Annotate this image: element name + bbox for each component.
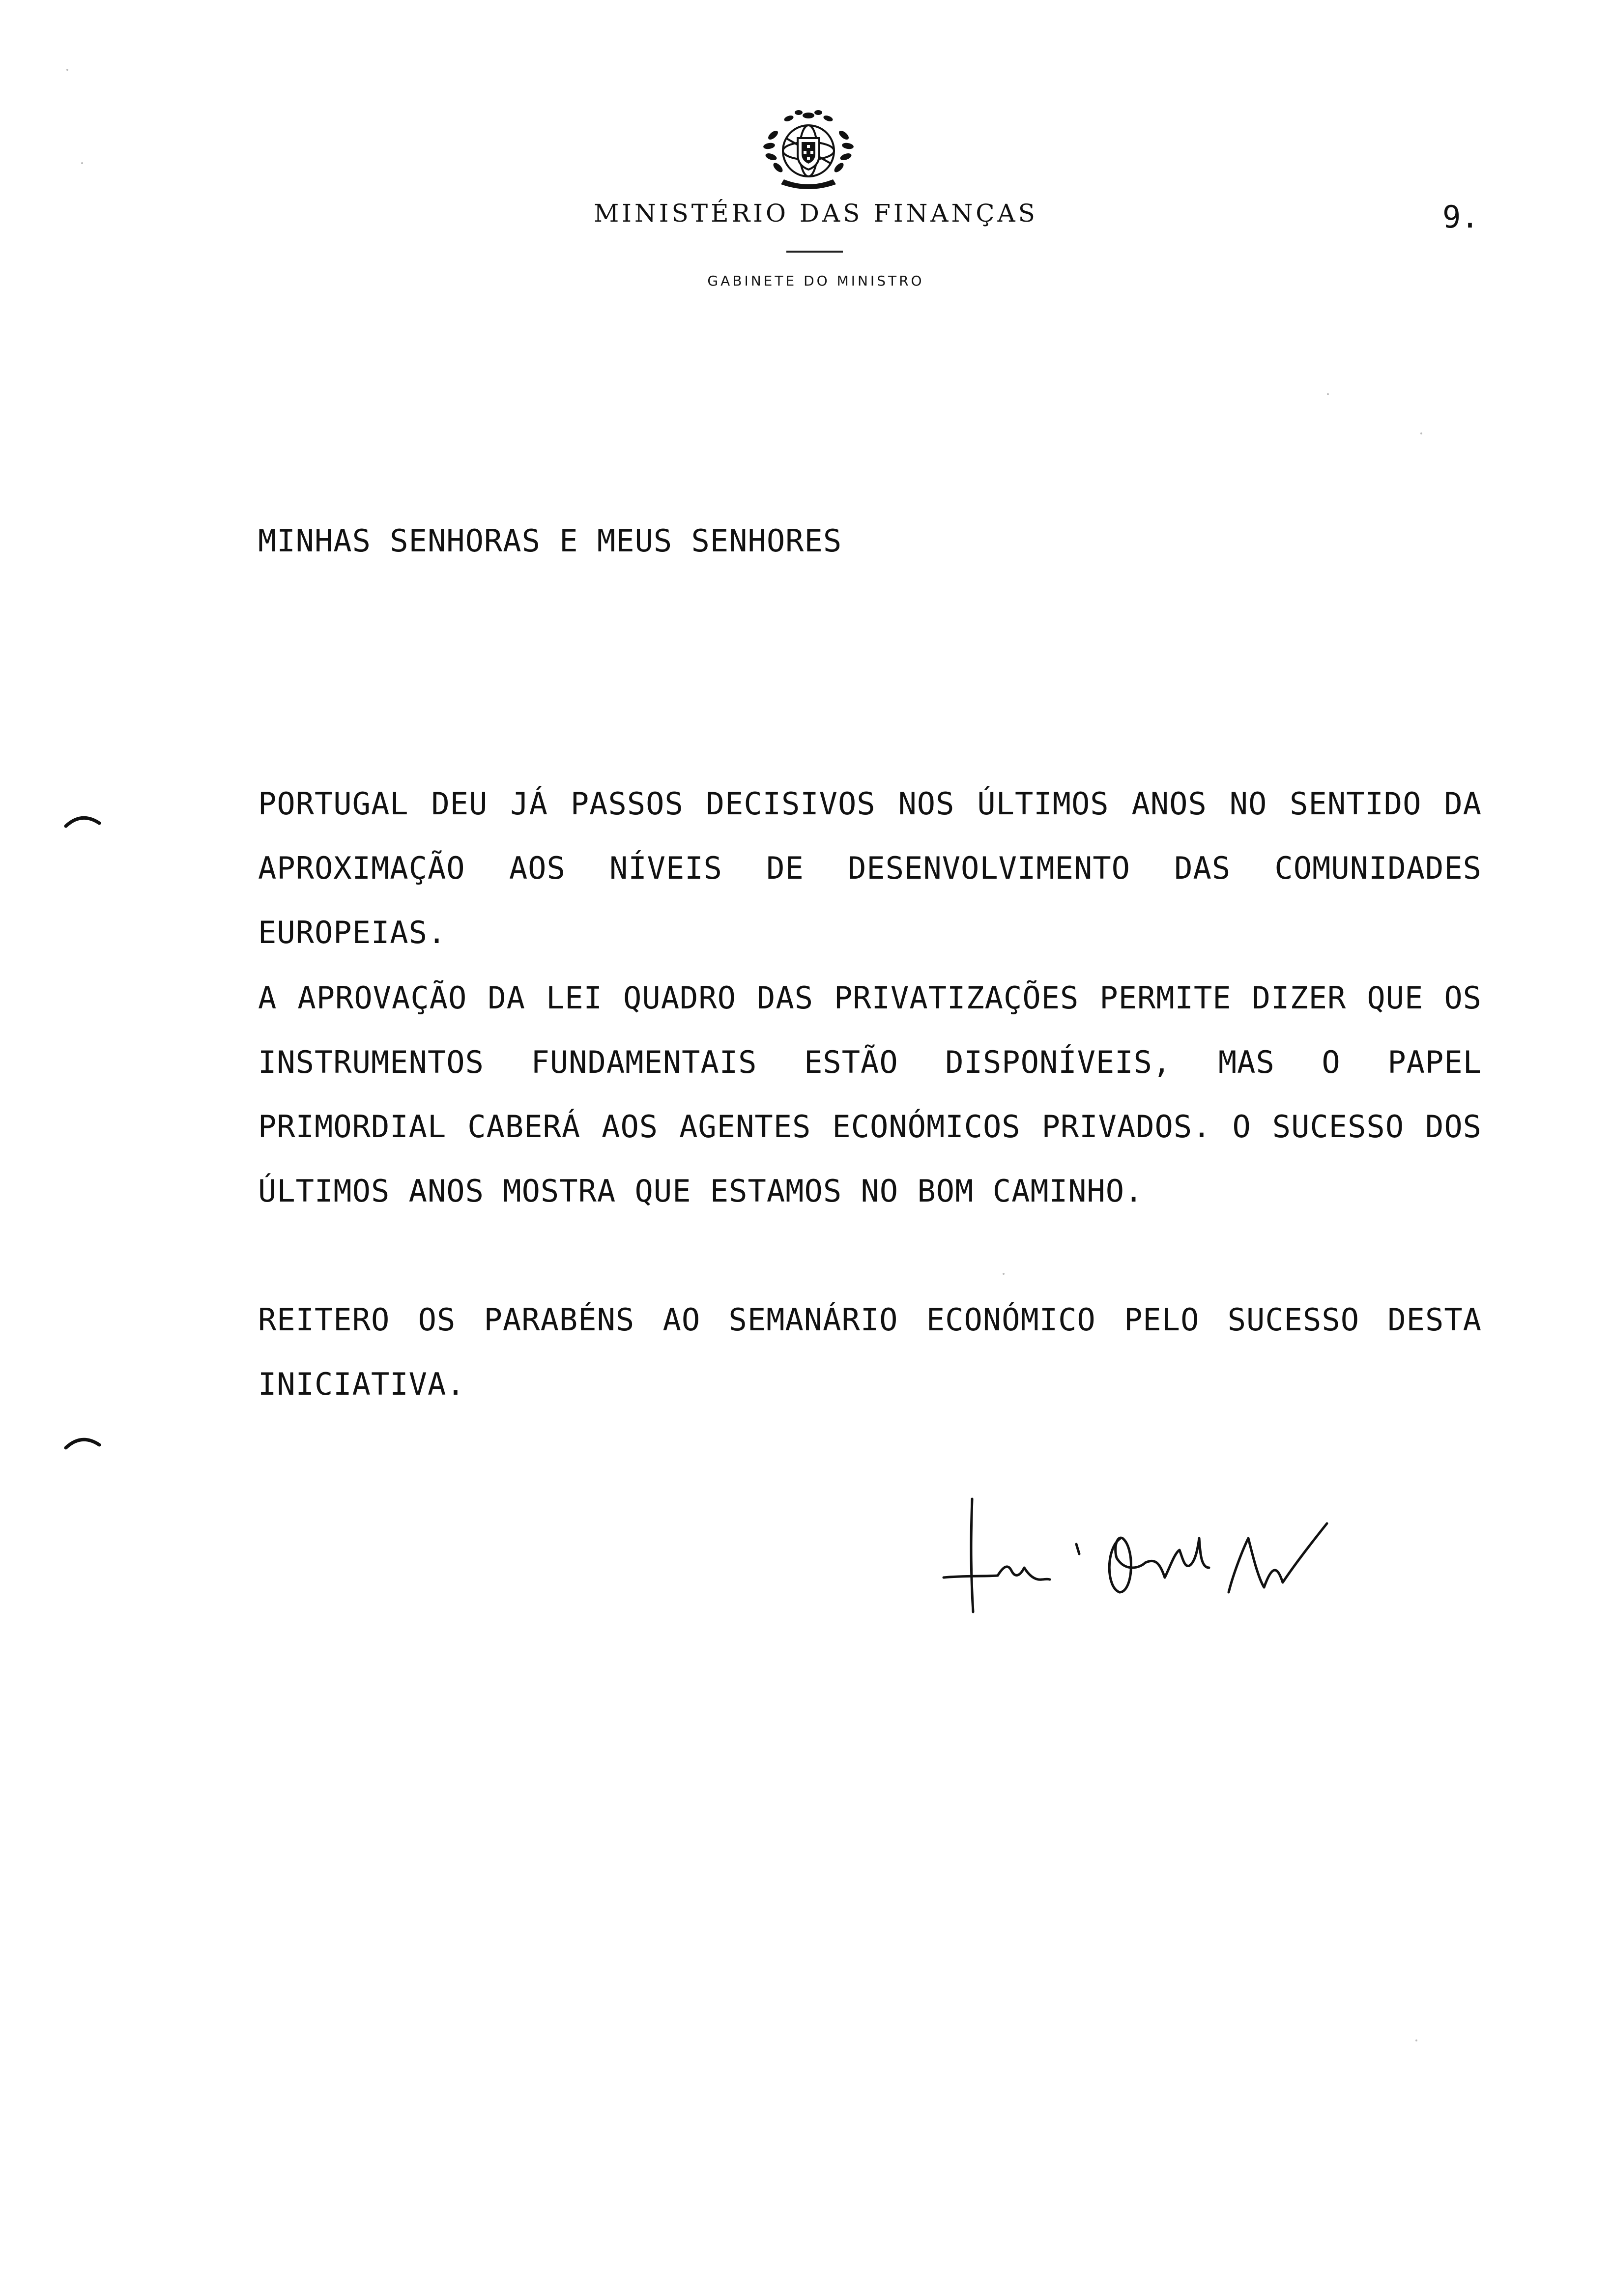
page-number: 9. (1442, 199, 1479, 235)
paper-speck (66, 69, 68, 71)
cabinet-subtitle: GABINETE DO MINISTRO (707, 273, 924, 289)
punch-hole-mark-bottom (64, 1435, 101, 1450)
signature (934, 1489, 1415, 1636)
salutation: MINHAS SENHORAS E MEUS SENHORES (258, 523, 842, 559)
letterhead-divider (786, 251, 843, 253)
ministry-title: MINISTÉRIO DAS FINANÇAS (594, 199, 1038, 228)
paper-speck (81, 162, 83, 164)
punch-hole-mark-top (64, 813, 101, 828)
paper-speck (1003, 1273, 1005, 1275)
paper-speck (1415, 2039, 1417, 2041)
coat-of-arms-seal (749, 106, 867, 192)
paragraph-3: REITERO OS PARABÉNS AO SEMANÁRIO ECONÓMICO PELO SUCESSO DESTA INICIATIVA. (258, 1302, 1482, 1402)
paper-speck (1420, 432, 1422, 434)
paper-speck (1327, 393, 1329, 395)
paragraph-1: PORTUGAL DEU JÁ PASSOS DECISIVOS NOS ÚLTIMOS ANOS NO SENTIDO DA APROXIMAÇÃO AOS NÍVEIS DE DESENVOLVIMENTO DAS COMUNIDADES EUROPEIAS. (258, 786, 1482, 950)
paragraph-2: A APROVAÇÃO DA LEI QUADRO DAS PRIVATIZAÇÕES PERMITE DIZER QUE OS INSTRUMENTOS FUNDAMENTAIS ESTÃO DISPONÍVEIS, MAS O PAPEL PRIMORDIAL CABERÁ AOS AGENTES ECONÓMICOS PRIVADOS. O SUCESSO DOS ÚLTIMOS ANOS MOSTRA QUE ESTAMOS NO BOM CAMINHO. (258, 980, 1482, 1209)
